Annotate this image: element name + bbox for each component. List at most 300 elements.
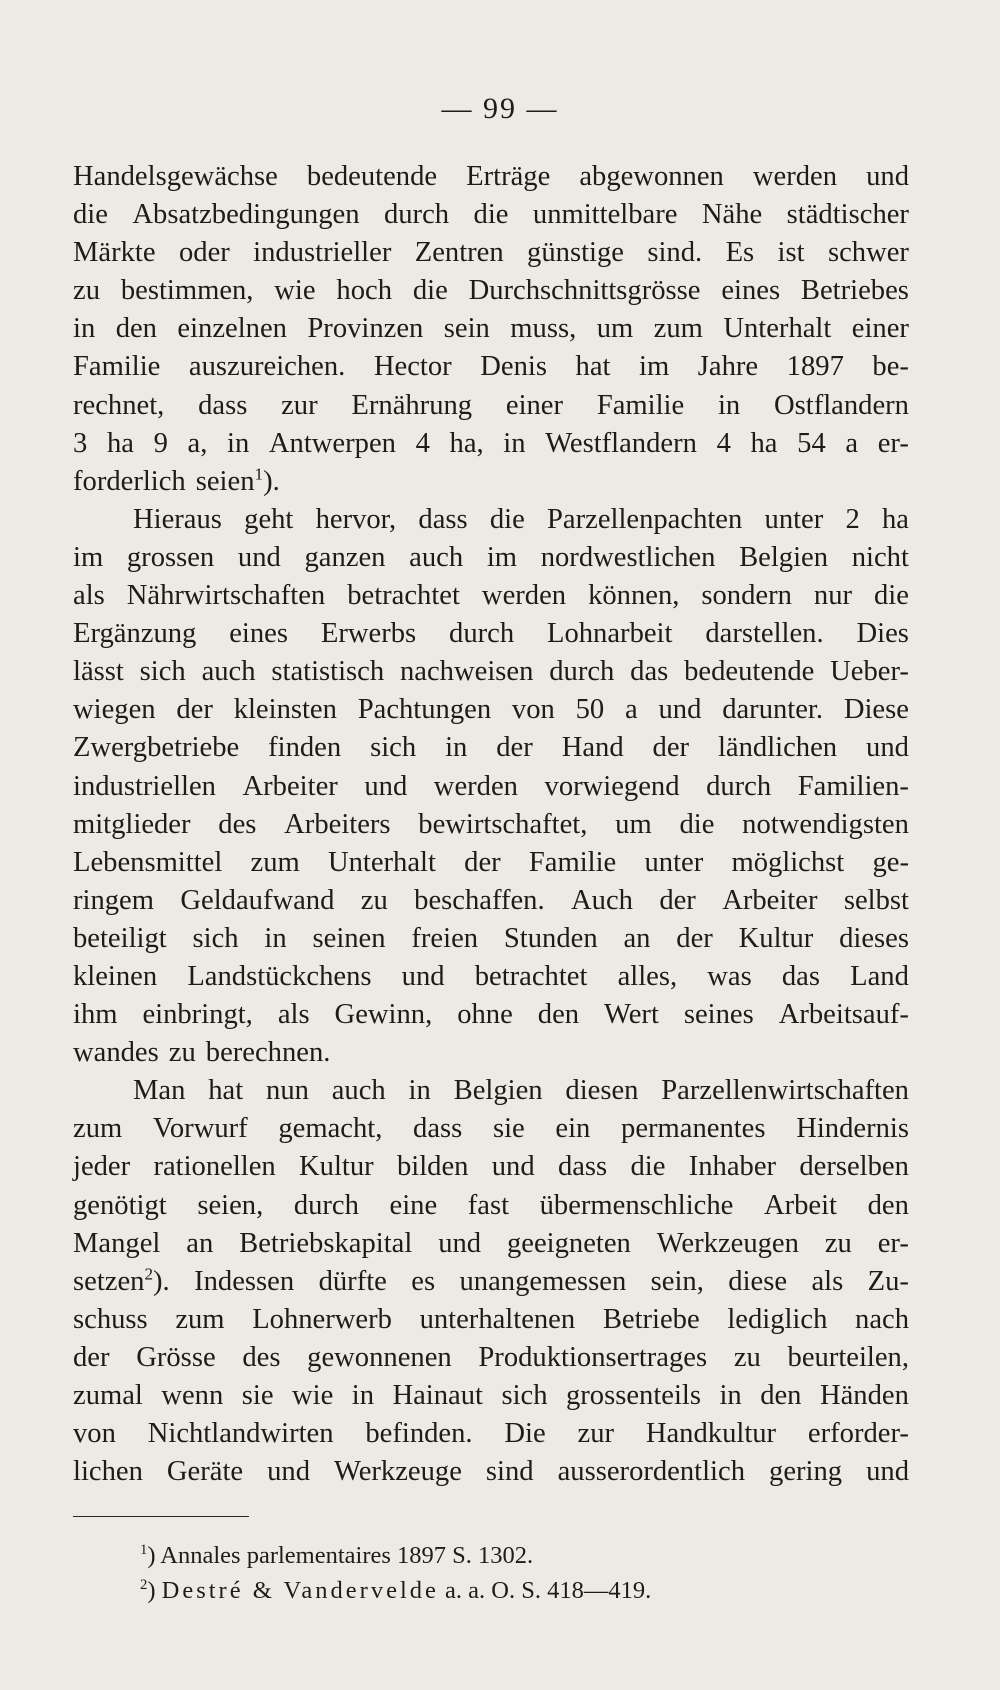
text-line: [73, 158, 909, 196]
word: die: [874, 580, 909, 612]
word: Kultur: [299, 1151, 374, 1183]
word: sich: [139, 656, 186, 688]
word: die: [473, 199, 509, 231]
word: zu: [73, 275, 100, 307]
word: er-: [877, 1227, 909, 1259]
word: industrieller: [253, 237, 392, 269]
word: Zwergbetriebe: [73, 732, 240, 764]
word: permanentes: [621, 1113, 766, 1145]
word: wie: [291, 1380, 334, 1411]
word: den: [867, 1189, 909, 1221]
word: der: [464, 846, 501, 878]
word: können,: [588, 580, 680, 612]
word: a,: [187, 427, 208, 459]
word: des: [218, 808, 257, 840]
word: Ueber-: [830, 656, 909, 688]
word: unmittelbare: [532, 199, 678, 231]
word: Diese: [843, 694, 909, 726]
word: durch: [449, 618, 515, 650]
word: befinden.: [365, 1418, 473, 1450]
word: grossenteils: [565, 1380, 701, 1411]
word: hervor,: [315, 503, 397, 535]
word: Stunden: [503, 922, 598, 954]
word: dürfte: [318, 1265, 387, 1297]
text-line: [73, 539, 909, 577]
word: Werkzeuge: [334, 1456, 462, 1488]
word: Arbeitsauf-: [778, 999, 909, 1031]
word: betrachtet: [474, 960, 588, 992]
word: sich: [370, 732, 417, 764]
word: statistisch: [271, 656, 385, 688]
footnote-text: Annales parlementaires 1897 S. 1302.: [160, 1542, 534, 1569]
word: nachweisen: [400, 656, 534, 688]
word: 2: [845, 503, 860, 535]
word: in: [408, 1075, 431, 1107]
word: einer: [851, 313, 909, 345]
text-line: [73, 653, 909, 691]
word: Familie: [596, 389, 685, 421]
word: was: [707, 960, 752, 992]
word: zur: [577, 1418, 615, 1450]
word: und: [364, 770, 408, 802]
word: Antwerpen: [268, 427, 396, 459]
word: der: [176, 694, 213, 726]
footnote-marker: 2: [144, 1264, 154, 1284]
word: ist: [777, 237, 805, 269]
word: bedeutende: [684, 656, 815, 688]
word: geeigneten: [506, 1227, 631, 1259]
text-line: [73, 1415, 909, 1453]
word: Pachtungen: [357, 694, 492, 726]
word: diesen: [565, 1075, 639, 1107]
word: er-: [877, 427, 909, 459]
word: 9: [153, 427, 168, 459]
word: den: [115, 313, 157, 345]
word: und: [267, 1456, 310, 1488]
word: dieses: [839, 922, 909, 954]
word: zu: [824, 1227, 852, 1259]
word: rechnet,: [73, 389, 165, 421]
punctuation: ).: [153, 1265, 170, 1297]
word: den: [537, 999, 580, 1031]
word: des: [242, 1341, 281, 1373]
text-line: [73, 1339, 909, 1377]
word: Belgien: [739, 541, 829, 573]
word: sein,: [650, 1265, 704, 1297]
page-number: — 99 —: [441, 92, 559, 125]
word: es: [411, 1265, 436, 1297]
word: übermenschliche: [539, 1189, 734, 1221]
word: in: [719, 1380, 742, 1411]
word: nun: [266, 1075, 309, 1107]
word: Produktionsertrages: [478, 1341, 708, 1373]
word: be-: [872, 351, 909, 383]
text-line: [73, 425, 909, 463]
word: Ergänzung: [73, 618, 197, 650]
word: an: [186, 1227, 214, 1259]
word: betrachtet: [347, 580, 460, 612]
word: ha: [106, 427, 134, 459]
word: einzelnen: [177, 313, 287, 345]
word: und: [491, 1151, 535, 1183]
word: Hieraus: [133, 503, 222, 535]
word: forderlich: [73, 465, 186, 497]
word: im: [639, 351, 670, 383]
word: wiegen: [73, 694, 156, 726]
word: 54: [797, 427, 826, 459]
word: wie: [274, 275, 316, 307]
word: 50: [575, 694, 605, 726]
word: Inhaber: [688, 1151, 777, 1183]
word: sich: [501, 1380, 548, 1411]
word: sein: [443, 313, 490, 345]
word: und: [866, 1456, 909, 1488]
word: Land: [850, 960, 909, 992]
footnote-marker: 1: [254, 464, 264, 484]
word: die: [679, 808, 715, 840]
word: in: [264, 922, 287, 954]
word: Kultur: [738, 922, 814, 954]
word: im: [486, 541, 518, 573]
word: an: [623, 922, 651, 954]
word: diese: [728, 1265, 788, 1297]
text-line: [73, 729, 909, 767]
word: im: [73, 541, 104, 573]
word: günstige: [527, 237, 624, 269]
word: zu: [360, 884, 388, 916]
word: von: [73, 1418, 116, 1450]
word: der: [496, 732, 533, 764]
word: einer: [505, 389, 564, 421]
text-line: [73, 1263, 909, 1301]
word: ha: [881, 503, 909, 535]
word: kleinen: [73, 960, 158, 992]
word: Gewinn,: [334, 999, 433, 1031]
word: dass: [413, 1113, 463, 1145]
text-line: [73, 196, 909, 234]
word: Parzellenwirtschaften: [661, 1075, 909, 1107]
word: zur: [281, 389, 318, 421]
word: unangemessen: [459, 1265, 627, 1297]
word: Ostflandern: [773, 389, 909, 421]
word: Vorwurf: [152, 1113, 248, 1145]
word: zu: [168, 1037, 196, 1069]
word: nach: [855, 1303, 909, 1335]
text-line: [73, 234, 909, 272]
word: sind: [485, 1456, 534, 1488]
word: geht: [244, 503, 294, 535]
word: wenn: [161, 1380, 224, 1411]
word: Arbeiter: [242, 770, 338, 802]
footnote-paren: ): [147, 1542, 161, 1569]
word: in: [73, 313, 96, 345]
word: die: [73, 199, 108, 231]
word: bedeutende: [306, 161, 438, 192]
word: Zentren: [414, 237, 504, 269]
word: dass: [418, 503, 468, 535]
word: Landstückchens: [187, 960, 372, 992]
word: darstellen.: [705, 618, 824, 650]
word: Betriebskapital: [239, 1227, 413, 1259]
word: berechnen.: [205, 1037, 331, 1069]
word: durch: [549, 656, 615, 688]
word: nicht: [851, 541, 909, 573]
word: alles,: [617, 960, 678, 992]
word: Arbeit: [763, 1189, 838, 1221]
word: Hindernis: [796, 1113, 909, 1145]
word: Lohnerwerb: [252, 1303, 392, 1335]
footnote-rule: [73, 1516, 249, 1517]
text-line: [73, 501, 909, 539]
word: Westflandern: [545, 427, 697, 459]
text-line: [73, 882, 909, 920]
word: zum: [250, 846, 300, 878]
word: ha,: [449, 427, 484, 459]
word: a: [625, 694, 638, 726]
word: und: [237, 541, 281, 573]
footnote: [140, 1538, 651, 1573]
word: Unterhalt: [723, 313, 832, 345]
word: Familien-: [797, 770, 909, 802]
word: Lohnarbeit: [547, 618, 673, 650]
word: Zu-: [867, 1265, 909, 1297]
word: Familie: [73, 351, 161, 383]
word: beschaffen.: [414, 884, 545, 916]
word: Belgien: [453, 1075, 543, 1107]
word: notwendigsten: [742, 808, 909, 840]
word: unter: [764, 503, 824, 535]
word: ge-: [872, 846, 909, 878]
word: und: [658, 694, 702, 726]
word: genötigt: [73, 1189, 167, 1221]
word: nordwestlichen: [540, 541, 716, 573]
word: Lebensmittel: [73, 846, 223, 878]
text-line: [73, 387, 909, 425]
word: lässt: [73, 656, 124, 688]
word: zumal: [73, 1380, 143, 1411]
word: werden: [752, 161, 838, 192]
word: ohne: [457, 999, 513, 1031]
text-line: [73, 615, 909, 653]
word: grossen: [126, 541, 215, 573]
word: dass: [557, 1151, 608, 1183]
text-line: [73, 1034, 909, 1072]
word: den: [760, 1380, 802, 1411]
word: Handelsgewächse: [73, 161, 278, 192]
text-line: [73, 996, 909, 1034]
word: das: [630, 656, 669, 688]
word: Familie: [528, 846, 617, 878]
word: Es: [725, 237, 755, 269]
word: und: [438, 1227, 482, 1259]
word: Jahre: [697, 351, 759, 383]
text-line: [73, 920, 909, 958]
word: Händen: [819, 1380, 909, 1411]
word: Auch: [571, 884, 633, 916]
text-line: [73, 272, 909, 310]
word: 3: [73, 427, 88, 459]
word: durch: [706, 770, 772, 802]
word: bewirtschaftet,: [418, 808, 588, 840]
word: Nähe: [701, 199, 763, 231]
footnote-paren: ): [147, 1577, 162, 1604]
word: mitglieder: [73, 808, 191, 840]
word: nur: [813, 580, 853, 612]
word: muss,: [510, 313, 577, 345]
word: Unterhalt: [327, 846, 436, 878]
footnotes: [140, 1538, 651, 1608]
word: in: [445, 732, 468, 764]
word: 1897: [786, 351, 844, 383]
word: seines: [683, 999, 754, 1031]
text-line: [73, 463, 909, 501]
text-line: [73, 577, 909, 615]
word: gemacht,: [278, 1113, 383, 1145]
word: ha: [750, 427, 778, 459]
word: sondern: [701, 580, 792, 612]
word: werden: [433, 770, 518, 802]
footnote-text: a. a. O. S. 418—419.: [445, 1577, 652, 1604]
word: zum: [653, 313, 703, 345]
word: Betriebe: [602, 1303, 700, 1335]
word: ein: [555, 1113, 591, 1145]
word: Dies: [856, 618, 909, 650]
word: hat: [575, 351, 611, 383]
word: seinen: [312, 922, 386, 954]
word: von: [511, 694, 555, 726]
word: gering: [769, 1456, 843, 1488]
footnote: [140, 1573, 651, 1608]
text-line: [73, 348, 909, 386]
word: Provinzen: [307, 313, 424, 345]
word: lediglich: [727, 1303, 828, 1335]
word: in: [717, 389, 741, 421]
word: um: [615, 808, 652, 840]
word: darunter.: [722, 694, 824, 726]
word: auch: [331, 1075, 386, 1107]
word: Märkte: [73, 237, 156, 269]
word: der: [652, 732, 690, 764]
word: um: [596, 313, 634, 345]
word: einbringt,: [142, 999, 253, 1031]
word: Hand: [561, 732, 624, 764]
word: unter: [644, 846, 704, 878]
word: Denis: [480, 351, 547, 383]
word: freien: [411, 922, 479, 954]
text-line: [73, 1148, 909, 1186]
word: abgewonnen: [579, 161, 724, 192]
text-line: [73, 1072, 909, 1110]
text-line: [73, 844, 909, 882]
text-line: [73, 958, 909, 996]
word: Hector: [373, 351, 452, 383]
word: unterhaltenen: [419, 1303, 576, 1335]
word: Nährwirtschaften: [126, 580, 326, 612]
word: und: [866, 161, 909, 192]
word: sie: [241, 1380, 274, 1411]
word: hat: [208, 1075, 244, 1107]
word: und: [866, 732, 909, 764]
word: erforder-: [807, 1418, 909, 1450]
word: finden: [268, 732, 342, 764]
word: Erträge: [466, 161, 551, 192]
text-line: [73, 1377, 909, 1415]
word: ringem: [73, 884, 154, 916]
word: 4: [716, 427, 731, 459]
word: ländlichen: [717, 732, 838, 764]
text-line: [73, 768, 909, 806]
word: als: [811, 1265, 844, 1297]
word: Werkzeugen: [656, 1227, 799, 1259]
word: in: [227, 427, 250, 459]
word: vorwiegend: [544, 770, 680, 802]
word: Geräte: [166, 1456, 244, 1488]
word: beteiligt: [73, 922, 167, 954]
word: derselben: [799, 1151, 909, 1183]
word: bestimmen,: [120, 275, 254, 307]
word: die: [630, 1151, 666, 1183]
word: seien,: [197, 1189, 264, 1221]
word: werden: [481, 580, 567, 612]
word: schuss: [73, 1303, 148, 1335]
text-line: [73, 1301, 909, 1339]
word: 4: [415, 427, 430, 459]
word: in: [503, 427, 526, 459]
word: Hainaut: [392, 1380, 483, 1411]
word: wandes: [73, 1037, 159, 1069]
word: Indessen: [194, 1265, 295, 1297]
word: Durchschnittsgrösse: [468, 275, 701, 307]
word: auch: [201, 656, 256, 688]
word: ganzen: [304, 541, 386, 573]
word: der: [676, 922, 713, 954]
word: eines: [721, 275, 781, 307]
word: Ernährung: [351, 389, 473, 421]
text-line: [73, 1453, 909, 1491]
footnote-marker: 1: [140, 1541, 148, 1558]
word: Arbeiters: [284, 808, 391, 840]
word: gewonnenen: [307, 1341, 452, 1373]
word: selbst: [843, 884, 909, 916]
word: eines: [229, 618, 288, 650]
word: a: [845, 427, 859, 459]
word: dass: [198, 389, 248, 421]
word: rationellen: [153, 1151, 276, 1183]
word: ihm: [73, 999, 118, 1031]
word: auch: [409, 541, 464, 573]
word: Parzellenpachten: [547, 503, 743, 535]
word: möglichst: [731, 846, 845, 878]
word: als: [277, 999, 310, 1031]
word: industriellen: [73, 770, 216, 802]
word: Man: [133, 1075, 186, 1107]
word: Grösse: [136, 1341, 216, 1373]
word: Erwerbs: [320, 618, 417, 650]
word: eine: [389, 1189, 438, 1221]
footnote-authors: Destré & Vandervelde: [161, 1577, 439, 1604]
text-line: [73, 310, 909, 348]
word: Arbeiter: [722, 884, 818, 916]
footnote-marker: 2: [140, 1576, 148, 1593]
word: hoch: [336, 275, 392, 307]
text-line: [73, 1187, 909, 1225]
word: seien$^1$).: [196, 463, 280, 501]
word: sie: [492, 1113, 525, 1145]
word: in: [351, 1380, 374, 1411]
word: beurteilen,: [787, 1341, 909, 1373]
word: durch: [293, 1189, 359, 1221]
word: Wert: [604, 999, 659, 1031]
